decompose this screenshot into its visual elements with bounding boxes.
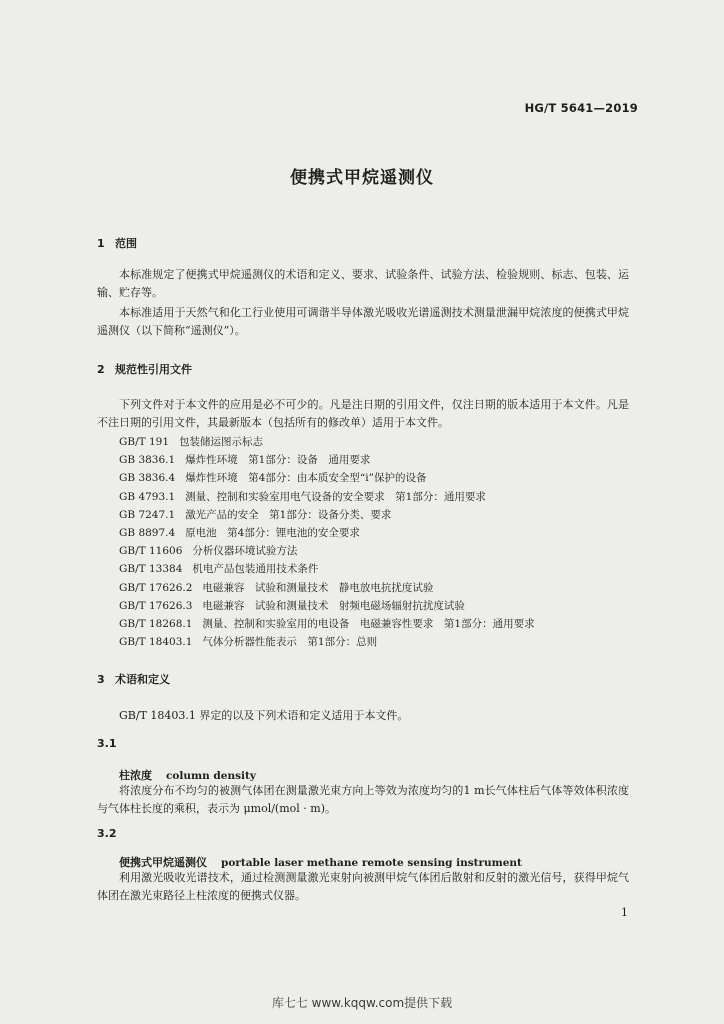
document-title: 便携式甲烷遥测仪 [290, 168, 434, 188]
reference-name: 电磁兼容 试验和测量技术 射频电磁场辐射抗扰度试验 [202, 599, 465, 612]
reference-code: GB/T 11606 [119, 545, 183, 558]
standard-code: HG/T 5641—2019 [524, 101, 638, 115]
section-2-heading [97, 361, 192, 377]
reference-name: 测量、控制和实验室用电气设备的安全要求 第1部分：通用要求 [185, 490, 486, 503]
term-3-2 [119, 854, 522, 870]
term-chinese: 柱浓度 [119, 769, 152, 782]
reference-code: GB 8897.4 [119, 527, 176, 540]
section-3-heading [97, 671, 170, 687]
refs-intro-paragraph: 下列文件对于本文件的应用是必不可少的。凡是注日期的引用文件，仅注日期的版本适用于本文件。凡是不注日期的引用文件，其最新版本（包括所有的修改单）适用于本文件。 [97, 398, 629, 429]
reference-item [119, 560, 535, 578]
reference-code: GB/T 18403.1 [119, 636, 193, 649]
reference-name: 测量、控制和实验室用的电设备 电磁兼容性要求 第1部分：通用要求 [202, 618, 535, 631]
reference-name: 包装储运图示标志 [179, 436, 264, 448]
term-3-1 [119, 767, 256, 783]
reference-item [119, 451, 535, 469]
scope-paragraph-1: 本标准规定了便携式甲烷遥测仪的术语和定义、要求、试验条件、试验方法、检验规则、标志、包装、运输、贮存等。 [97, 268, 629, 299]
reference-name: 激光产品的安全 第1部分：设备分类、要求 [185, 508, 392, 521]
reference-item [119, 488, 535, 506]
clause-3-2-number: 3.2 [97, 827, 117, 840]
section-title: 规范性引用文件 [115, 363, 192, 376]
term-english: column density [166, 770, 256, 782]
term-3-2-definition: 利用激光吸收光谱技术，通过检测测量激光束射向被测甲烷气体团后散射和反射的激光信号，获得甲烷气体团在激光束路径上柱浓度的便携式仪器。 [97, 871, 629, 902]
reference-name: 原电池 第4部分：锂电池的安全要求 [185, 527, 360, 540]
download-watermark: 库七七 www.kqqw.com提供下载 [271, 996, 453, 1010]
section-number: 2 [97, 363, 105, 376]
reference-item [119, 597, 535, 615]
reference-item [119, 506, 535, 524]
reference-name: 分析仪器环境试验方法 [192, 545, 298, 558]
reference-item [119, 542, 535, 560]
term-chinese: 便携式甲烷遥测仪 [119, 856, 207, 869]
reference-code: GB 4793.1 [119, 490, 176, 503]
reference-code: GB/T 18268.1 [119, 618, 193, 631]
reference-list [119, 433, 535, 651]
reference-item [119, 615, 535, 633]
reference-code: GB/T 13384 [119, 563, 183, 576]
page-number: 1 [621, 906, 628, 919]
reference-code: GB/T 191 [119, 436, 170, 448]
section-title: 术语和定义 [115, 673, 170, 686]
reference-name: 电磁兼容 试验和测量技术 静电放电抗扰度试验 [202, 581, 434, 594]
section-number: 1 [97, 237, 105, 250]
reference-code: GB 7247.1 [119, 508, 176, 521]
term-3-1-definition: 将浓度分布不均匀的被测气体团在测量激光束方向上等效为浓度均匀的1 m长气体柱后气体等效体积浓度与气体柱长度的乘积，表示为 μmol/(mol · m)。 [97, 784, 629, 815]
reference-item [119, 469, 535, 487]
reference-item [119, 633, 535, 651]
reference-name: 机电产品包装通用技术条件 [192, 563, 319, 576]
reference-code: GB/T 17626.2 [119, 581, 193, 594]
section-title: 范围 [115, 237, 137, 250]
reference-item [119, 579, 535, 597]
reference-code: GB 3836.1 [119, 454, 176, 467]
reference-name: 爆炸性环境 第1部分：设备 通用要求 [185, 454, 371, 467]
term-english: portable laser methane remote sensing instrument [221, 857, 522, 869]
reference-name: 气体分析器性能表示 第1部分：总则 [202, 636, 378, 649]
section-number: 3 [97, 673, 105, 686]
reference-name: 爆炸性环境 第4部分：由本质安全型“i”保护的设备 [185, 472, 427, 485]
section-1-heading [97, 235, 137, 251]
terms-intro-paragraph: GB/T 18403.1 界定的以及下列术语和定义适用于本文件。 [119, 709, 409, 722]
scope-paragraph-2: 本标准适用于天然气和化工行业使用可调谐半导体激光吸收光谱遥测技术测量泄漏甲烷浓度的便携式甲烷遥测仪（以下简称“遥测仪”）。 [97, 306, 629, 337]
reference-code: GB 3836.4 [119, 472, 176, 485]
reference-item [119, 433, 535, 451]
clause-3-1-number: 3.1 [97, 737, 117, 750]
reference-item [119, 524, 535, 542]
reference-code: GB/T 17626.3 [119, 599, 193, 612]
